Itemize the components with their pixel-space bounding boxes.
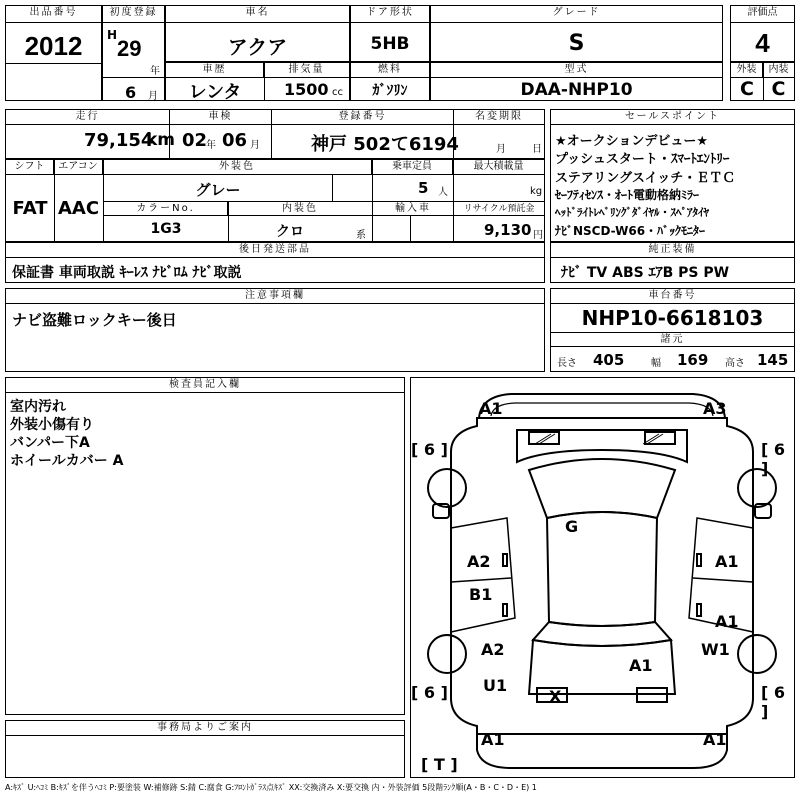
tire-rating: [ 6 ] xyxy=(761,440,786,478)
plate-label: 登録番号 xyxy=(272,110,453,125)
chassis-number: NHP10-6618103 xyxy=(581,306,764,330)
registration-year: 29 xyxy=(117,36,142,61)
damage-mark: A1 xyxy=(703,730,727,749)
legend: A:ｷｽﾞ U:ﾍｺﾐ B:ｷｽﾞを伴うﾍｺﾐ P:要塗装 W:補修跡 S:錆 C:腐食 G:ﾌﾛﾝﾄｶﾞﾗｽ点ｷｽﾞ XX:交換済み X:要交換 内・外装評価 5段階ﾗﾝｸ順(A・B・C・D・E) 1 xyxy=(5,783,537,792)
inspector-box xyxy=(5,377,405,715)
model-label: 型式 xyxy=(431,63,722,78)
mileage-unit: km xyxy=(146,130,176,150)
later-parts-box xyxy=(5,242,545,283)
name-change-month-unit: 月 xyxy=(496,144,506,155)
sales-points-box xyxy=(550,109,795,242)
registration-box xyxy=(102,5,165,101)
width-label: 幅 xyxy=(651,358,661,369)
exterior-score: C xyxy=(740,78,754,100)
score-label: 評価点 xyxy=(731,6,794,23)
fuel-box xyxy=(350,62,430,101)
exterior-color-label: 外装色 xyxy=(103,160,372,175)
damage-mark: B1 xyxy=(469,585,493,604)
mileage-label: 走行 xyxy=(6,110,169,125)
damage-mark: A1 xyxy=(715,552,739,571)
damage-mark: A3 xyxy=(703,399,727,418)
notes: ナビ盗難ロックキー後日 xyxy=(12,311,177,329)
history-displacement-box xyxy=(165,62,350,101)
tire-rating: [ 6 ] xyxy=(411,440,448,459)
car-name-box xyxy=(165,5,350,62)
notes-label: 注意事項欄 xyxy=(6,289,544,304)
displacement-label: 排気量 xyxy=(264,63,349,78)
height: 145 xyxy=(757,351,789,369)
lot-label: 出品番号 xyxy=(6,6,101,23)
overall-score: 4 xyxy=(755,28,770,58)
interior-color-unit: 系 xyxy=(356,230,366,241)
damage-mark: G xyxy=(565,517,579,536)
color-number-label: カラーNo. xyxy=(104,202,228,216)
inspection-year-unit: 年 xyxy=(206,140,216,151)
registration-era: H xyxy=(107,28,118,42)
sales-point-line: ﾍｯﾄﾞﾗｲﾄﾚﾍﾞﾘﾝｸﾞﾀﾞｲﾔﾙ・ｽﾍﾟｱﾀｲﾔ xyxy=(555,206,709,219)
color-number: 1G3 xyxy=(150,221,182,237)
chassis-box xyxy=(550,288,795,372)
grade-box xyxy=(430,5,723,62)
lot-number: 2012 xyxy=(24,31,83,61)
recycle-fee: 9,130 xyxy=(484,221,532,239)
row-b xyxy=(5,159,545,242)
lot-box xyxy=(5,5,102,101)
sales-points-label: セールスポイント xyxy=(551,110,794,125)
capacity-unit: 人 xyxy=(438,187,448,198)
row-a xyxy=(5,109,545,159)
height-label: 高さ xyxy=(725,358,745,369)
damage-mark: W1 xyxy=(701,640,730,659)
load-unit: kg xyxy=(530,186,543,197)
damage-mark: A1 xyxy=(629,656,653,675)
damage-mark: A1 xyxy=(479,399,503,418)
plate-number: 神戸 502て6194 xyxy=(311,134,459,155)
vehicle-history: レンタ xyxy=(188,82,242,103)
grade-label: グレード xyxy=(431,6,722,23)
tire-rating: [ 6 ] xyxy=(761,683,786,721)
spare-tire-rating: [ T ] xyxy=(421,755,458,774)
damage-mark: A2 xyxy=(467,552,491,571)
model-box xyxy=(430,62,723,101)
later-parts-label: 後日発送部品 xyxy=(6,243,544,258)
office-label: 事務局よりご案内 xyxy=(6,721,404,736)
fuel-label: 燃料 xyxy=(351,63,429,78)
inspection-month-unit: 月 xyxy=(250,140,260,151)
width: 169 xyxy=(677,351,709,369)
damage-mark: X xyxy=(549,687,562,706)
length-label: 長さ xyxy=(557,358,577,369)
interior-color-label: 内装色 xyxy=(228,202,372,216)
tire-rating: [ 6 ] xyxy=(411,683,448,702)
name-change-label: 名変期限 xyxy=(454,110,544,125)
inspection-year: 02 xyxy=(182,130,208,151)
chassis-label: 車台番号 xyxy=(551,289,794,304)
later-parts: 保証書 車両取説 ｷｰﾚｽ ﾅﾋﾞﾛﾑ ﾅﾋﾞ取説 xyxy=(12,265,242,281)
door-box xyxy=(350,5,430,62)
car-diagram xyxy=(410,377,795,778)
recycle-label: リサイクル預託金 xyxy=(454,202,544,216)
sales-point-line: ステアリングスイッチ・ＥＴＣ xyxy=(555,171,736,186)
displacement-unit: cc xyxy=(332,87,343,98)
ac-label: エアコン xyxy=(54,160,103,175)
registration-label: 初度登録 xyxy=(103,6,164,23)
inspector-label: 検査員記入欄 xyxy=(6,378,404,393)
displacement: 1500 xyxy=(284,80,329,99)
sales-point-line: ﾅﾋﾞNSCD-W66・ﾊﾞｯｸﾓﾆﾀｰ xyxy=(555,224,706,238)
mileage: 79,154 xyxy=(84,130,154,151)
inspection-label: 車検 xyxy=(170,110,271,125)
damage-mark: U1 xyxy=(483,676,508,695)
inspector-line: バンパー下A xyxy=(10,435,90,451)
damage-mark: A1 xyxy=(715,612,739,631)
exterior-color: グレー xyxy=(195,181,241,199)
recycle-fee-unit: 円 xyxy=(533,230,543,241)
equipment-label: 純正装備 xyxy=(551,243,794,258)
length: 405 xyxy=(593,351,625,369)
sales-point-line: プッシュスタート・ｽﾏｰﾄｴﾝﾄﾘｰ xyxy=(555,152,730,167)
registration-month-unit: 月 xyxy=(148,91,158,102)
capacity: 5 xyxy=(418,179,429,197)
car-diagram-svg xyxy=(411,378,794,777)
inspector-line: 外装小傷有り xyxy=(10,417,94,433)
grade: S xyxy=(568,31,585,56)
inspector-line: ホイールカバー A xyxy=(10,453,124,469)
notes-box xyxy=(5,288,545,372)
car-name-label: 車名 xyxy=(166,6,349,23)
fuel-type: ｶﾞｿﾘﾝ xyxy=(372,83,408,99)
load-label: 最大積載量 xyxy=(453,160,544,175)
interior-color: クロ xyxy=(276,224,304,240)
ext-int-score-box xyxy=(730,62,795,101)
damage-mark: A2 xyxy=(481,640,505,659)
registration-month: 6 xyxy=(125,83,137,102)
office-box xyxy=(5,720,405,778)
interior-score: C xyxy=(771,78,786,100)
inspector-line: 室内汚れ xyxy=(10,399,66,415)
model-code: DAA-NHP10 xyxy=(520,80,633,100)
sales-point-line: ★オークションデビュー★ xyxy=(555,134,709,149)
dims-label: 諸元 xyxy=(551,333,794,347)
door-label: ドア形状 xyxy=(351,6,429,23)
score-box xyxy=(730,5,795,62)
name-change-day-unit: 日 xyxy=(532,144,542,155)
exterior-label: 外装 xyxy=(731,63,763,78)
damage-mark: A1 xyxy=(481,730,505,749)
equipment: ﾅﾋﾞ TV ABS ｴｱB PS PW xyxy=(561,265,730,281)
ac-type: AAC xyxy=(57,198,100,219)
sales-point-line: ｾｰﾌﾃｨｾﾝｽ・ｵｰﾄ電動格納ﾐﾗｰ xyxy=(555,188,700,202)
shift-label: シフト xyxy=(6,160,54,175)
shift-type: FAT xyxy=(12,198,48,219)
registration-year-unit: 年 xyxy=(150,66,160,77)
import-label: 輸入車 xyxy=(373,202,453,216)
interior-label: 内装 xyxy=(763,63,794,78)
equipment-box xyxy=(550,242,795,283)
history-label: 車歴 xyxy=(166,63,264,78)
capacity-label: 乗車定員 xyxy=(372,160,453,175)
inspection-month: 06 xyxy=(222,130,248,151)
door-type: 5HB xyxy=(370,34,410,54)
car-name: アクア xyxy=(227,35,288,59)
